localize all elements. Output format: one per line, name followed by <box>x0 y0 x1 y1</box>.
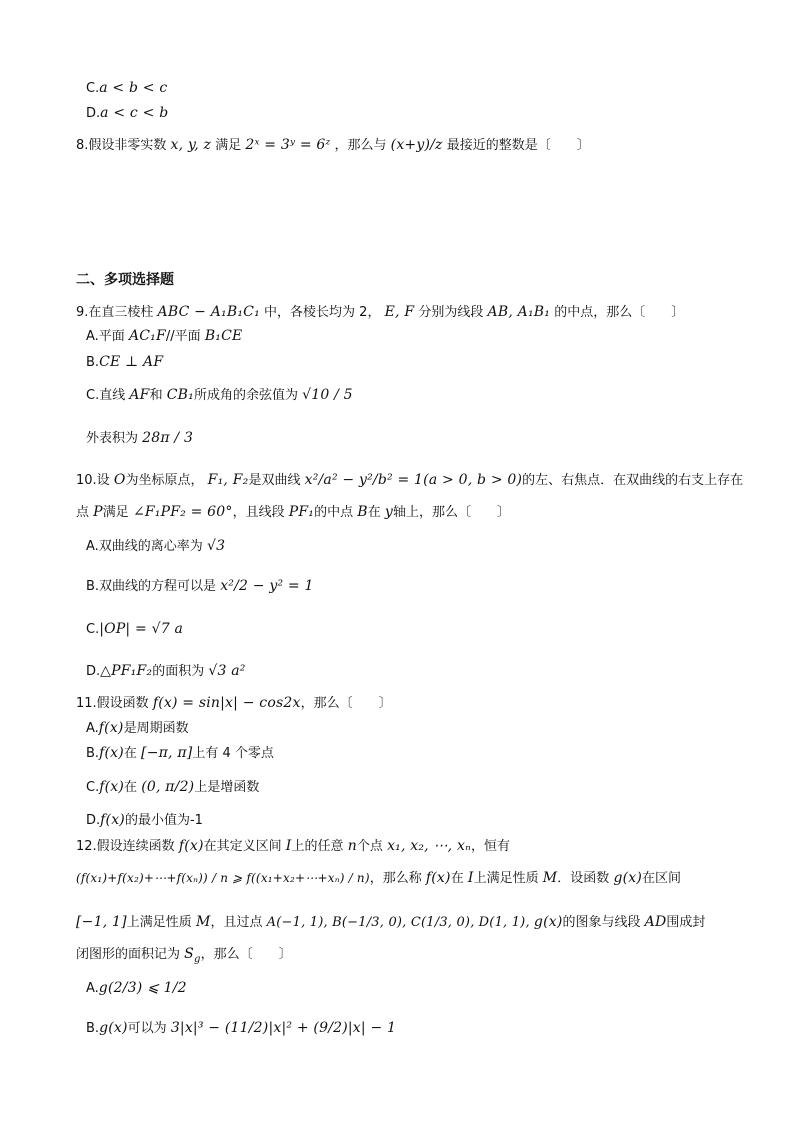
math-expression: 2ˣ = 3ʸ = 6ᶻ <box>245 137 331 153</box>
math-expression: M <box>542 870 558 886</box>
math-expression: √3 a² <box>208 663 246 679</box>
math-expression: x²/a² − y²/b² = 1(a > 0, b > 0) <box>304 472 523 488</box>
math-expression: I <box>467 870 474 886</box>
q11-option-c: C.f(x)在 (0, π/2)上是增函数 <box>86 779 260 795</box>
question-12-line-4: 闭图形的面积记为 $S_g$，那么〔 〕 <box>76 946 292 965</box>
math-expression: x, y, z <box>170 137 212 153</box>
math-expression: AC₁F <box>128 328 166 344</box>
math-expression: AD <box>644 914 667 930</box>
question-11: 11.假设函数 f(x) = sin|x| − cos2x，那么〔 〕 <box>76 695 392 711</box>
math-expression: √10 / 5 <box>302 387 353 403</box>
math-expression: a < c < b <box>100 105 169 121</box>
q7-option-d: D.a < c < b <box>86 105 169 121</box>
question-10-line-1: 10.设 O为坐标原点， F₁, F₂是双曲线 x²/a² − y²/b² = 1(a > 0, b > 0)的左、右焦点．在双曲线的右支上存在 <box>76 472 744 488</box>
math-expression: (f(x₁)+f(x₂)+⋯+f(xₙ)) / n ⩾ f((x₁+x₂+⋯+xₙ) / n) <box>76 871 370 885</box>
math-expression: g(2/3) ⩽ 1/2 <box>98 980 187 996</box>
math-expression: (x+y)/z <box>390 137 443 153</box>
question-12-line-2: (f(x₁)+f(x₂)+⋯+f(xₙ)) / n ⩾ f((x₁+x₂+⋯+xₙ) / n)，那么称 f(x)在 I上满足性质 M．设函数 g(x)在区间 <box>76 870 682 886</box>
math-expression: f(x) <box>99 745 124 761</box>
q11-option-b: B.f(x)在 [−π, π]上有 4 个零点 <box>86 745 274 761</box>
question-9: 9.在直三棱柱 ABC − A₁B₁C₁ 中，各棱长均为 2， E, F 分别为线段 AB, A₁B₁ 的中点，那么〔 〕 <box>76 304 685 320</box>
math-expression: $S_g$ <box>184 946 201 965</box>
q10-option-c: C.|OP| = √7 a <box>86 621 184 637</box>
q11-option-d: D.f(x)的最小值为-1 <box>86 812 203 828</box>
math-expression: PF₁ <box>288 504 315 520</box>
math-expression: F₁, F₂ <box>207 472 249 488</box>
math-expression: g(x) <box>99 1020 128 1036</box>
q11-option-a: A.f(x)是周期函数 <box>86 720 189 736</box>
math-expression: ABC − A₁B₁C₁ <box>157 304 260 320</box>
math-expression: f(x) <box>178 838 204 854</box>
math-expression: [−π, π] <box>141 745 193 761</box>
math-expression: f(x) <box>100 812 125 828</box>
math-expression: I <box>285 838 292 854</box>
q10-option-b: B.双曲线的方程可以是 x²/2 − y² = 1 <box>86 578 314 594</box>
math-expression: n <box>347 838 357 854</box>
math-expression: 3|x|³ − (11/2)|x|² + (9/2)|x| − 1 <box>170 1020 397 1036</box>
math-expression: AB, A₁B₁ <box>487 304 551 320</box>
math-expression: D(1, 1), <box>478 915 530 930</box>
math-expression: f(x) = sin|x| − cos2x <box>152 695 301 711</box>
q10-option-a: A.双曲线的离心率为 √3 <box>86 538 226 554</box>
math-expression: O <box>113 472 126 488</box>
math-expression: √3 <box>206 538 226 554</box>
math-expression: AF <box>129 387 150 403</box>
question-10-line-2: 点 P满足 ∠F₁PF₂ = 60°，且线段 PF₁的中点 B在 y轴上，那么〔 〕 <box>76 504 511 520</box>
math-expression: g(x) <box>533 914 563 930</box>
question-8: 8.假设非零实数 x, y, z 满足 2ˣ = 3ʸ = 6ᶻ ，那么与 (x+y)/z 最接近的整数是〔 〕 <box>76 137 590 153</box>
math-expression: f(x) <box>98 720 124 736</box>
math-expression: x²/2 − y² = 1 <box>220 578 314 594</box>
q9-option-c: C.直线 AF和 CB₁所成角的余弦值为 √10 / 5 <box>86 387 353 403</box>
q9-option-d: 外表积为 28π / 3 <box>86 430 194 446</box>
question-12-line-1: 12.假设连续函数 f(x)在其定义区间 I上的任意 n个点 x₁, x₂, ⋯, xₙ，恒有 <box>76 838 510 854</box>
math-expression: [−1, 1] <box>76 914 127 930</box>
q9-option-b: B.CE ⊥ AF <box>86 354 164 370</box>
q7-option-c: C.a < b < c <box>86 80 168 96</box>
math-expression: △PF₁F₂ <box>100 663 153 679</box>
q10-option-d: D.△PF₁F₂的面积为 √3 a² <box>86 663 246 679</box>
math-expression: CE ⊥ AF <box>99 354 164 370</box>
q12-option-a: A.g(2/3) ⩽ 1/2 <box>86 980 187 996</box>
math-expression: f(x) <box>99 779 125 795</box>
math-expression: |OP| = √7 a <box>99 621 184 637</box>
math-expression: g(x) <box>613 870 643 886</box>
math-expression: E, F <box>384 304 415 320</box>
q12-option-b: B.g(x)可以为 3|x|³ − (11/2)|x|² + (9/2)|x| − 1 <box>86 1020 397 1036</box>
math-expression: M <box>195 914 211 930</box>
question-12-line-3: [−1, 1]上满足性质 M，且过点 A(−1, 1), B(−1/3, 0), C(1/3, 0), D(1, 1), g(x)的图象与线段 AD围成封 <box>76 914 706 930</box>
math-expression: CB₁ <box>166 387 194 403</box>
section-title: 二、多项选择题 <box>76 272 174 288</box>
math-expression: A(−1, 1), B(−1/3, 0), C(1/3, 0), <box>266 915 475 930</box>
math-expression: a < b < c <box>99 80 168 96</box>
q9-option-a: A.平面 AC₁F//平面 B₁CE <box>86 328 243 344</box>
math-expression: B <box>357 504 368 520</box>
math-expression: f(x) <box>425 870 451 886</box>
math-expression: x₁, x₂, ⋯, xₙ <box>387 838 471 854</box>
math-expression: B₁CE <box>204 328 243 344</box>
math-expression: (0, π/2) <box>141 779 195 795</box>
math-expression: y <box>384 504 394 520</box>
math-expression: P <box>93 504 103 520</box>
math-expression: ∠F₁PF₂ = 60° <box>132 504 233 520</box>
math-expression: 28π / 3 <box>142 430 194 446</box>
